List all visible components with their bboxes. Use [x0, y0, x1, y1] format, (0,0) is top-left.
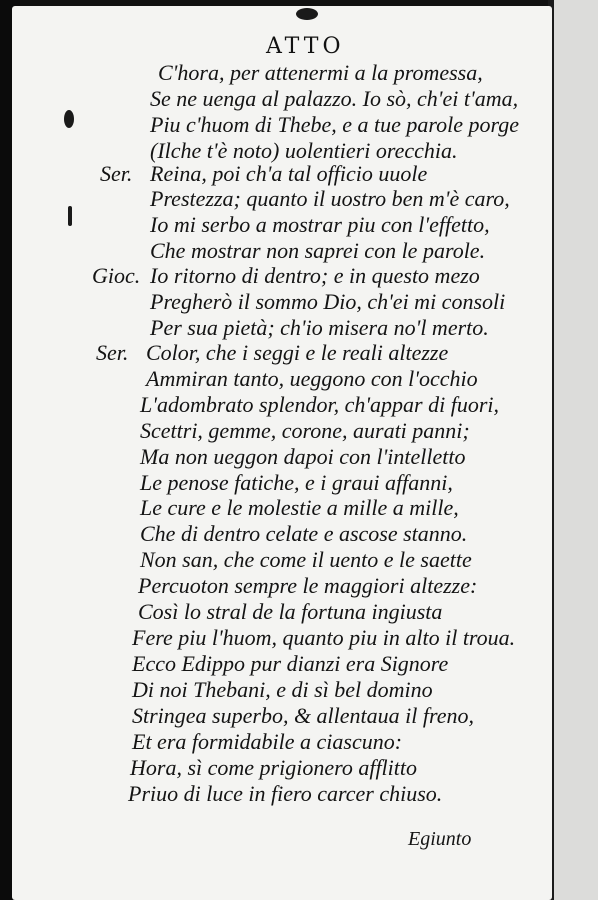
- verse-line: Ecco Edippo pur dianzi era Signore: [132, 651, 449, 676]
- speaker-label: Ser.: [96, 340, 129, 365]
- verse-line: Ammiran tanto, ueggono con l'occhio: [146, 366, 478, 391]
- verse-line: Le cure e le molestie a mille a mille,: [140, 495, 459, 520]
- verse-line: Che di dentro celate e ascose stanno.: [140, 521, 468, 546]
- verse-line: Et era formidabile a ciascuno:: [132, 729, 403, 754]
- catchword: Egiunto: [408, 828, 472, 850]
- verse-line: Hora, sì come prigionero afflitto: [130, 755, 418, 780]
- verse-line: Pregherò il sommo Dio, ch'ei mi consoli: [150, 289, 506, 314]
- verse-line: Che mostrar non saprei con le parole.: [150, 238, 486, 263]
- verse-line: Priuo di luce in fiero carcer chiuso.: [128, 781, 443, 806]
- verse-line: Non san, che come il uento e le saette: [140, 547, 472, 572]
- verse-line: (Ilche t'è noto) uolentieri orecchia.: [150, 138, 458, 163]
- verse-line: Se ne uenga al palazzo. Io sò, ch'ei t'ama,: [150, 86, 519, 111]
- ink-blot: [296, 8, 318, 20]
- verse-line: Percuoton sempre le maggiori altezze:: [138, 573, 478, 598]
- verse-line: Fere piu l'huom, quanto piu in alto il troua.: [132, 625, 516, 650]
- verse-line: Scettri, gemme, corone, aurati panni;: [140, 418, 470, 443]
- speaker-label: Ser.: [100, 161, 133, 186]
- speaker-label: Gioc.: [92, 263, 141, 288]
- verse-line: Io ritorno di dentro; e in questo mezo: [150, 263, 480, 288]
- ink-blot: [64, 110, 74, 128]
- verse-line: C'hora, per attenermi a la promessa,: [158, 60, 483, 85]
- page-header: ATTO: [266, 34, 345, 59]
- verse-line: Di noi Thebani, e di sì bel domino: [132, 677, 433, 702]
- verse-line: Per sua pietà; ch'io misera no'l merto.: [150, 315, 489, 340]
- verse-line: Piu c'huom di Thebe, e a tue parole porge: [150, 112, 520, 137]
- verse-line: Stringea superbo, & allentaua il freno,: [132, 703, 474, 728]
- verse-line: Ma non ueggon dapoi con l'intelletto: [140, 444, 466, 469]
- verse-line: Io mi serbo a mostrar piu con l'effetto,: [150, 212, 490, 237]
- verse-line: Così lo stral de la fortuna ingiusta: [138, 599, 443, 624]
- verse-line: Le penose fatiche, e i graui affanni,: [140, 470, 453, 495]
- verse-line: Reina, poi ch'a tal officio uuole: [150, 161, 428, 186]
- verse-line: Color, che i seggi e le reali altezze: [146, 340, 449, 365]
- facing-page-edge: [548, 0, 598, 900]
- verse-line: L'adombrato splendor, ch'appar di fuori,: [140, 392, 499, 417]
- verse-line: Prestezza; quanto il uostro ben m'è caro,: [150, 186, 510, 211]
- ink-blot: [68, 206, 72, 226]
